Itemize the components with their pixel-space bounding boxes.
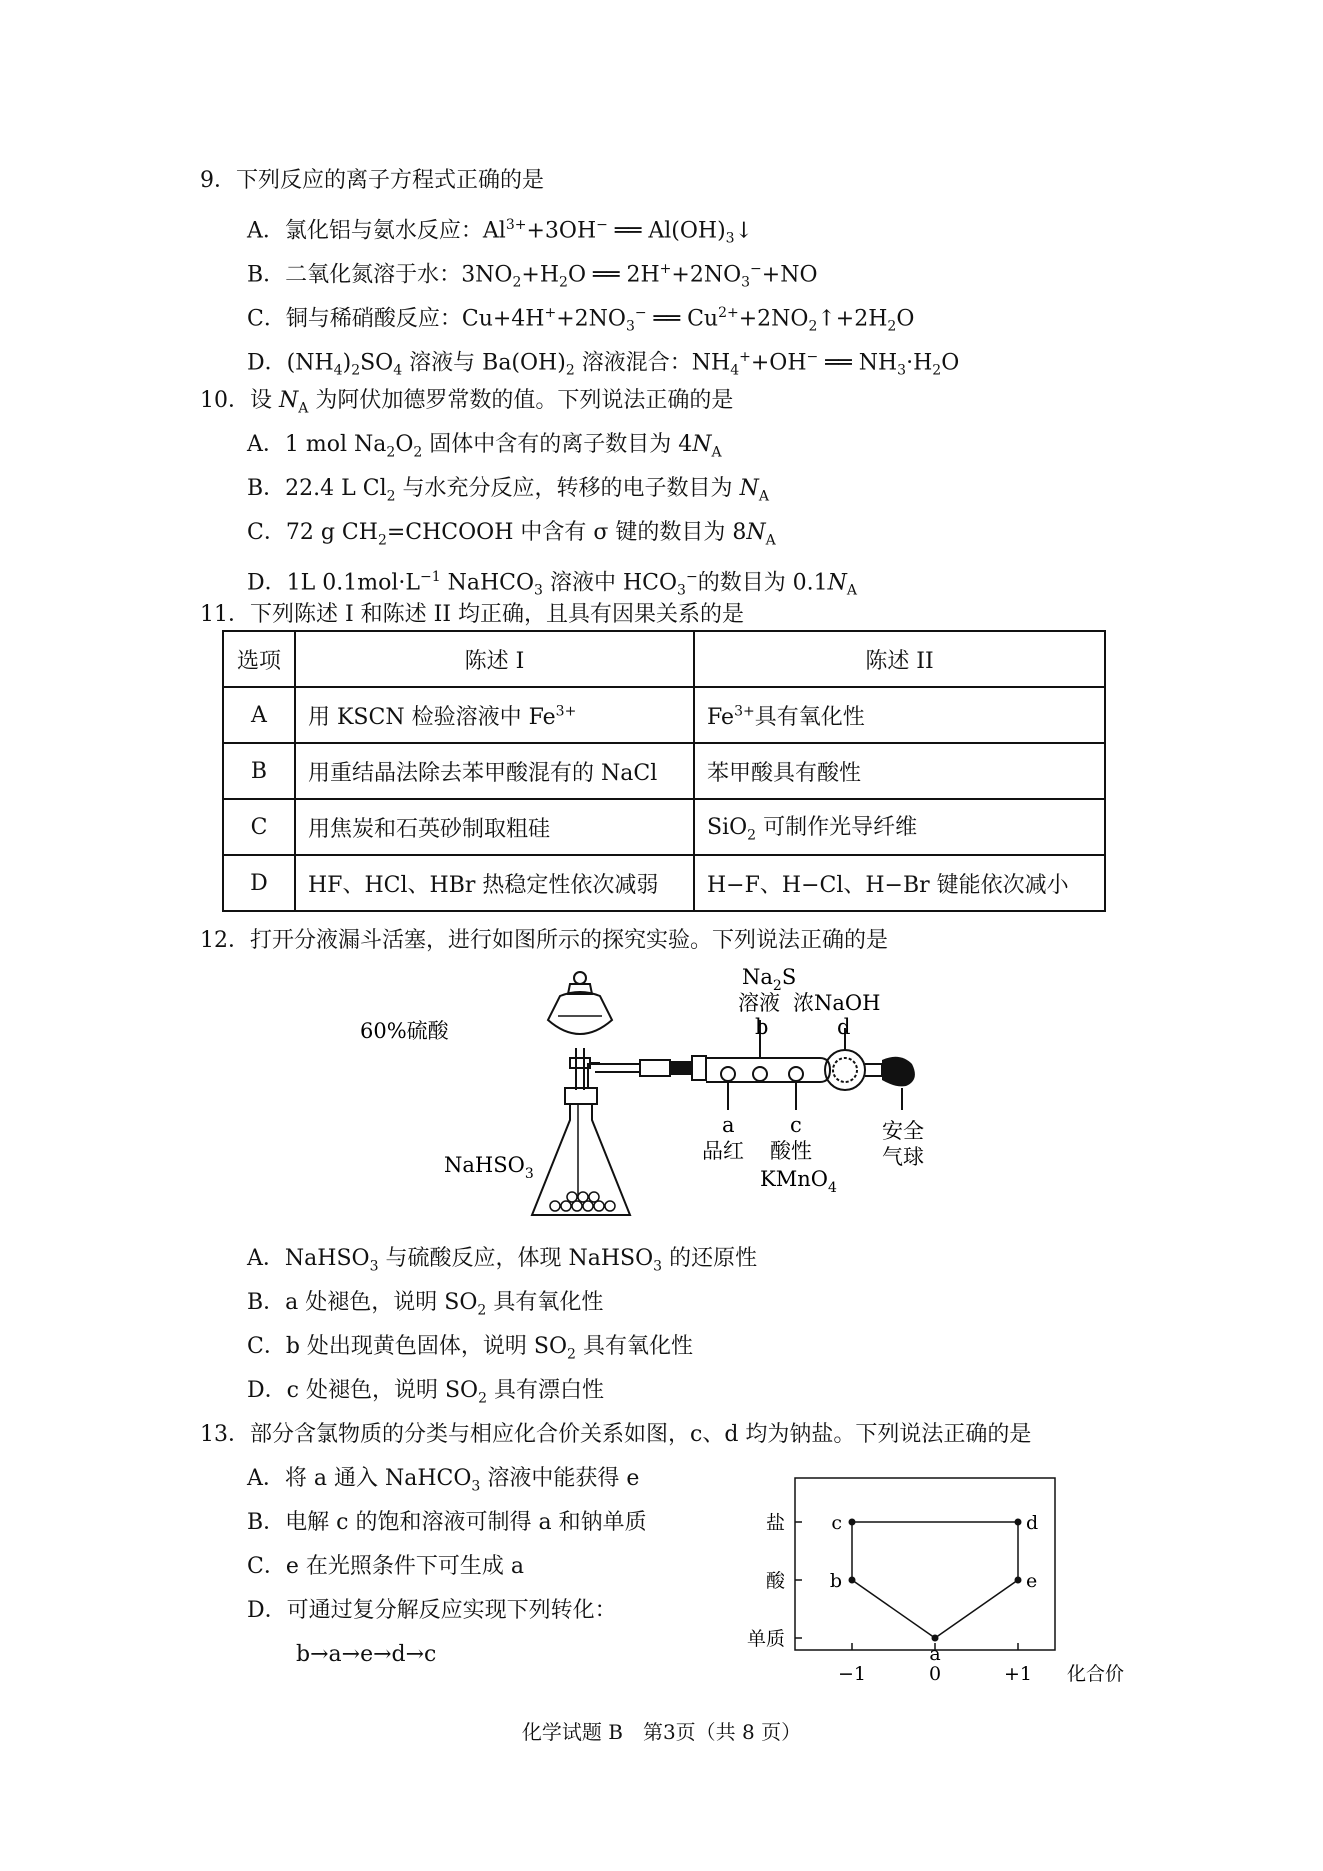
q13-option-c: C．e 在光照条件下可生成 a — [247, 1554, 524, 1579]
table-header-row — [223, 631, 1105, 687]
label-acid: 60%硫酸 — [360, 1019, 449, 1043]
q13-option-d: D．可通过复分解反应实现下列转化： — [247, 1598, 617, 1623]
q12-option-a: A．NaHSO$_3$ 与硫酸反应，体现 NaHSO$_3$ 的还原性 — [247, 1246, 758, 1275]
q12-option-b: B．a 处褪色，说明 $SO_2$ 具有氧化性 — [247, 1290, 604, 1319]
q12-option-c: C．b 处出现黄色固体，说明 $SO_2$ 具有氧化性 — [247, 1334, 693, 1363]
row-statement-1: 用焦炭和石英砂制取粗硅 — [295, 799, 694, 855]
point-label: e — [1026, 1570, 1038, 1592]
connection-line — [852, 1580, 935, 1638]
page-footer: 化学试题 B 第3页（共 8 页） — [521, 1720, 802, 1744]
q9-option-d: D．$(NH_4)_2SO_4$ 溶液与 $Ba(OH)_2$ 溶液混合：$NH_4^++OH^-$ ══ $NH_3\cdot H_2O$ — [247, 349, 960, 379]
label-a: a — [722, 1113, 735, 1137]
header-statement-2: 陈述 II — [694, 631, 1105, 687]
row-option: A — [223, 687, 295, 743]
label-anquan: 安全 — [882, 1119, 924, 1143]
header-statement-1: 陈述 I — [295, 631, 694, 687]
y-tick-label: 单质 — [746, 1628, 785, 1650]
row-statement-1: HF、HCl、HBr 热稳定性依次减弱 — [295, 855, 694, 911]
q13-stem: 13．部分含氯物质的分类与相应化合价关系如图，c、d 均为钠盐。下列说法正确的是 — [200, 1422, 1032, 1447]
q13-chain: b→a→e→d→c — [296, 1642, 437, 1667]
label-kmno4: KMnO$_4$ — [760, 1167, 837, 1196]
row-option: B — [223, 743, 295, 799]
point-label: b — [829, 1570, 842, 1592]
q12-option-d: D．c 处褪色，说明 $SO_2$ 具有漂白性 — [247, 1378, 604, 1407]
point-label: a — [929, 1643, 941, 1665]
x-tick-label: −1 — [837, 1663, 867, 1685]
q11-stem: 11．下列陈述 I 和陈述 II 均正确，且具有因果关系的是 — [200, 602, 745, 627]
label-d: d — [837, 1015, 851, 1039]
table-row — [223, 743, 1105, 799]
q10-option-b: B．22.4 L $Cl_2$ 与水充分反应，转移的电子数目为 $N_A$ — [247, 476, 769, 505]
q13-chlorine-valence-chart — [730, 1470, 1125, 1690]
q12-apparatus-diagram — [360, 960, 924, 1220]
q9-option-b: B．二氧化氮溶于水：$3NO_2+H_2O$ ══ $2H^++2NO_3^-+NO$ — [247, 261, 818, 291]
q9-option-c: C．铜与稀硝酸反应：$Cu+4H^++2NO_3^-$ ══ $Cu^{2+}+2NO_2↑+2H_2O$ — [247, 305, 915, 335]
q11-table — [222, 630, 1106, 912]
y-tick-label: 酸 — [765, 1570, 785, 1592]
q13-option-b: B．电解 c 的饱和溶液可制得 a 和钠单质 — [247, 1510, 647, 1535]
header-option: 选项 — [223, 631, 295, 687]
connection-line — [935, 1580, 1018, 1638]
data-point — [1015, 1519, 1022, 1526]
x-tick-label: 0 — [928, 1663, 942, 1685]
q13-option-a: A．将 a 通入 NaHCO$_3$ 溶液中能获得 e — [247, 1466, 640, 1495]
q10-option-a: A．1 mol $Na_2O_2$ 固体中含有的离子数目为 $4N_A$ — [247, 432, 722, 461]
row-statement-2: 苯甲酸具有酸性 — [694, 743, 1105, 799]
row-statement-2: $Fe^{3+}$具有氧化性 — [694, 687, 1105, 743]
safety-balloon-icon — [882, 1057, 915, 1087]
x-axis-label: 化合价 — [1067, 1663, 1125, 1685]
data-point — [849, 1577, 856, 1584]
data-point — [932, 1635, 939, 1642]
row-option: D — [223, 855, 295, 911]
q10-option-c: C．72 g $CH_2=CHCOOH$ 中含有 σ 键的数目为 $8N_A$ — [247, 520, 776, 549]
row-statement-2: H−F、H−Cl、H−Br 键能依次减小 — [694, 855, 1105, 911]
chart-frame — [795, 1478, 1055, 1650]
q9-option-a: A．氯化铝与氨水反应：$Al^{3+}+3OH^-$ ══ $Al(OH)_3↓$ — [247, 217, 754, 247]
table-row — [223, 687, 1105, 743]
data-point — [849, 1519, 856, 1526]
label-suanxing: 酸性 — [770, 1139, 812, 1163]
label-solution: 溶液 — [738, 991, 780, 1015]
data-point — [1015, 1577, 1022, 1584]
label-c: c — [790, 1113, 802, 1137]
q10-stem: 10．设 $N_A$ 为阿伏加德罗常数的值。下列说法正确的是 — [200, 388, 734, 417]
table-row — [223, 799, 1105, 855]
label-qiqiu: 气球 — [882, 1145, 924, 1169]
rubber-connector — [640, 1056, 706, 1080]
x-tick-label: +1 — [1003, 1663, 1033, 1685]
table-row — [223, 855, 1105, 911]
label-pinhong: 品红 — [702, 1139, 744, 1163]
solid-particles — [550, 1192, 615, 1211]
q9-stem: 9．下列反应的离子方程式正确的是 — [200, 168, 544, 193]
q10-option-d: D．1L $0.1mol\cdot L^{-1}$ NaHCO$_3$ 溶液中 $HCO_3^-$的数目为 $0.1N_A$ — [247, 569, 858, 599]
row-option: C — [223, 799, 295, 855]
label-naoh: 浓NaOH — [793, 991, 881, 1015]
label-na2s: $Na_2S$ — [742, 965, 797, 994]
label-b: b — [755, 1015, 769, 1039]
row-statement-1: 用重结晶法除去苯甲酸混有的 NaCl — [295, 743, 694, 799]
y-tick-label: 盐 — [765, 1512, 785, 1534]
q12-stem: 12．打开分液漏斗活塞，进行如图所示的探究实验。下列说法正确的是 — [200, 928, 888, 953]
point-label: d — [1026, 1512, 1039, 1534]
row-statement-2: SiO$_2$ 可制作光导纤维 — [694, 799, 1105, 855]
naoh-bulb-icon — [825, 1028, 882, 1090]
label-nahso3: NaHSO$_3$ — [444, 1153, 534, 1182]
point-label: c — [831, 1512, 842, 1534]
row-statement-1: 用 KSCN 检验溶液中 $Fe^{3+}$ — [295, 687, 694, 743]
